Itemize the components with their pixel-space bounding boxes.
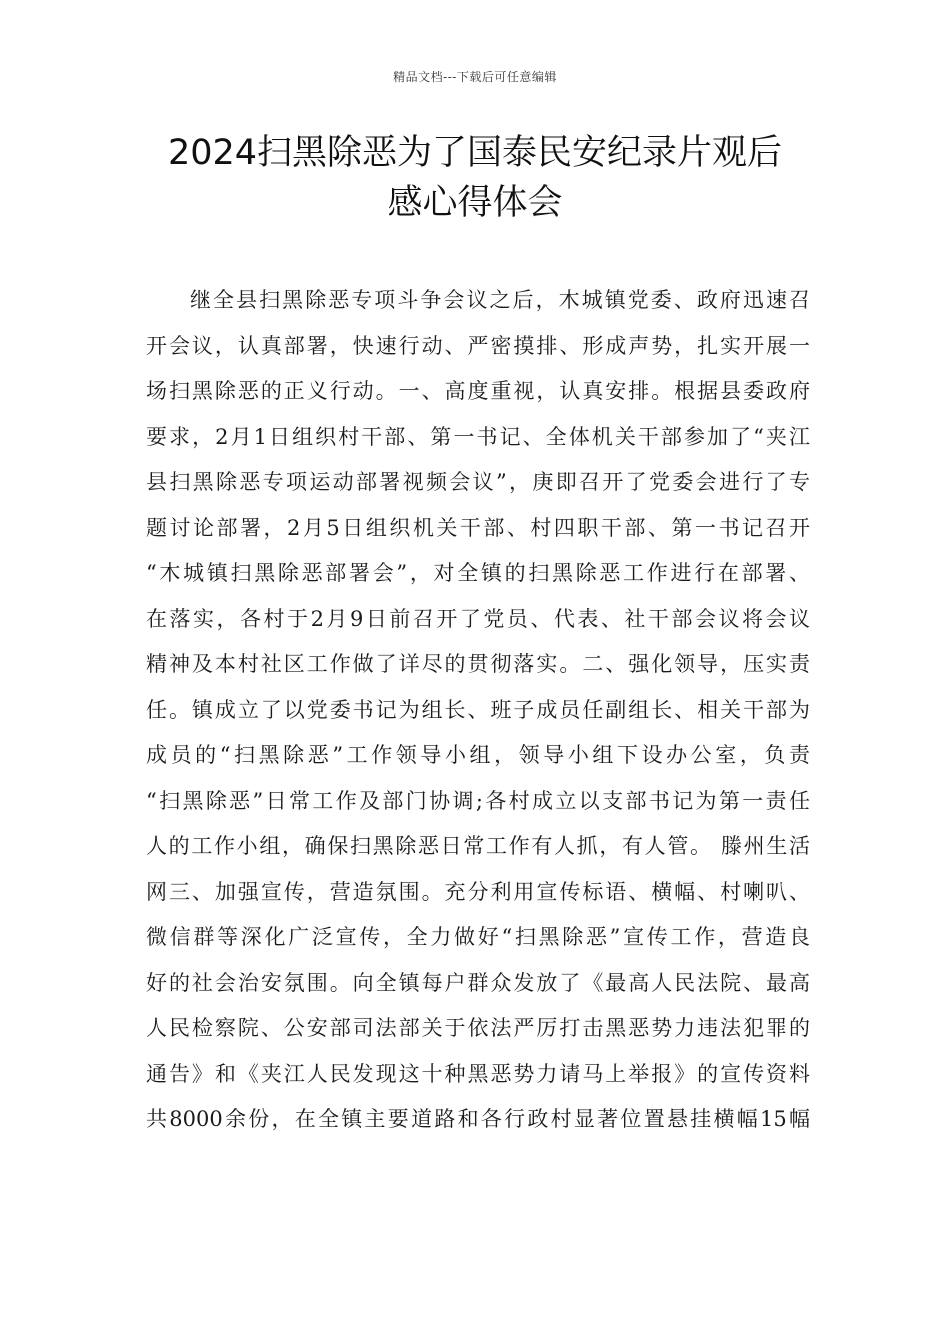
body-line: “扫黑除恶”日常工作及部门协调;各村成立以支部书记为第一责任 <box>146 788 810 813</box>
body-line: 场扫黑除恶的正义行动。一、高度重视，认真安排。根据县委政府 <box>146 379 810 403</box>
body-line: 开会议，认真部署，快速行动、严密摸排、形成声势，扎实开展一 <box>146 333 810 358</box>
body-line: 继全县扫黑除恶专项斗争会议之后，木城镇党委、政府迅速召 <box>190 288 810 312</box>
body-line: 人民检察院、公安部司法部关于依法严厉打击黑恶势力违法犯罪的 <box>146 1016 810 1040</box>
body-line: “木城镇扫黑除恶部署会”，对全镇的扫黑除恶工作进行在部署、 <box>146 561 810 585</box>
body-line: 微信群等深化广泛宣传，全力做好“扫黑除恶”宣传工作，营造良 <box>146 925 810 949</box>
body-paragraph <box>146 278 810 1143</box>
body-line: 任。镇成立了以党委书记为组长、班子成员任副组长、相关干部为 <box>146 697 810 722</box>
body-line: 题讨论部署，2月5日组织机关干部、村四职干部、第一书记召开 <box>146 515 810 540</box>
body-line: 县扫黑除恶专项运动部署视频会议”，庚即召开了党委会进行了专 <box>146 470 810 494</box>
title-line-1: 2024扫黑除恶为了国泰民安纪录片观后 <box>167 133 783 173</box>
body-line: 在落实，各村于2月9日前召开了党员、代表、社干部会议将会议 <box>146 606 810 631</box>
body-line: 精神及本村社区工作做了详尽的贯彻落实。二、强化领导，压实责 <box>146 652 810 676</box>
body-line: 通告》和《夹江人民发现这十种黑恶势力请马上举报》的宣传资料 <box>146 1061 810 1086</box>
header-note: 精品文档---下载后可任意编辑 <box>393 70 557 84</box>
body-line: 好的社会治安氛围。向全镇每户群众发放了《最高人民法院、最高 <box>146 970 810 995</box>
body-line: 人的工作小组，确保扫黑除恶日常工作有人抓，有人管。 滕州生活 <box>146 834 810 858</box>
body-line: 要求，2月1日组织村干部、第一书记、全体机关干部参加了“夹江 <box>146 424 810 449</box>
body-line: 网三、加强宣传，营造氛围。充分利用宣传标语、横幅、村喇叭、 <box>146 879 810 904</box>
body-line: 共8000余份，在全镇主要道路和各行政村显著位置悬挂横幅15幅 <box>146 1107 810 1131</box>
document-title <box>120 128 830 228</box>
title-line-2: 感心得体会 <box>387 183 563 223</box>
body-line: 成员的“扫黑除恶”工作领导小组，领导小组下设办公室，负责 <box>146 743 810 767</box>
